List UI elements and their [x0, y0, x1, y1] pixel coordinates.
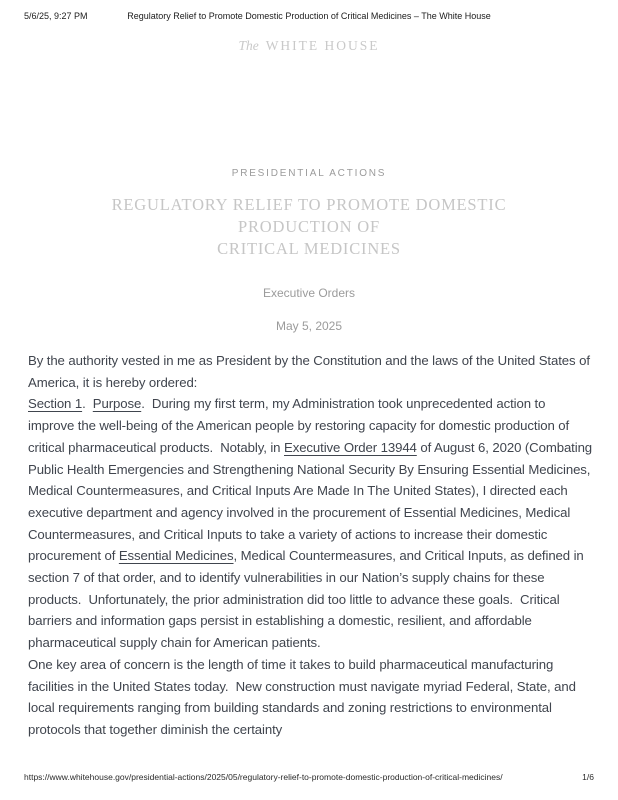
article-header [0, 163, 618, 333]
logo-the-text: The [238, 38, 259, 53]
text-segment: One key area of concern is the length of time it takes to build pharmaceutical manufacturing facilities in the United States today. New construction must navigate myriad Federal, State, and local requirements ranging from building standards and zoning restrictions to environmental protocols that together diminish the certainty [28, 656, 580, 737]
page-title-line-2: CRITICAL MEDICINES [217, 239, 401, 258]
print-url: https://www.whitehouse.gov/presidential-actions/2025/05/regulatory-relief-to-promote-domestic-production-of-critical-medicines/ [24, 772, 503, 782]
text-segment: . [82, 396, 93, 412]
inline-link[interactable]: Purpose [92, 396, 142, 412]
print-page-number: 1/6 [582, 772, 594, 782]
logo-wordmark-text: WHITE HOUSE [265, 38, 380, 53]
paragraph [28, 393, 594, 653]
whitehouse-logo[interactable] [0, 38, 618, 54]
print-datetime: 5/6/25, 9:27 PM [24, 11, 88, 21]
article-body [28, 350, 594, 741]
publish-date: May 5, 2025 [275, 319, 343, 333]
inline-link[interactable]: Essential Medicines [118, 548, 234, 564]
text-segment: . During my first term, my Administration took unprecedented action to improve the well-being of the American people by restoring capacity for domestic production of critical pharmaceutical products. Notably, in [28, 396, 573, 455]
page-title [69, 194, 549, 260]
inline-link[interactable]: Executive Order 13944 [284, 439, 417, 455]
text-segment: By the authority vested in me as President by the Constitution and the laws of the United States of America, it is hereby ordered: [28, 353, 593, 390]
text-segment: of August 6, 2020 (Combating Public Health Emergencies and Strengthening National Security By Ensuring Essential Medicines, Medical Countermeasures, and Critical Inputs Are Made In The United States), I directed each executive department and agency involved in the procurement of Essential Medicines, Medical Countermeasures, and Critical Inputs to take a variety of actions to increase their domestic procurement of [28, 439, 596, 564]
breadcrumb-presidential-actions[interactable]: PRESIDENTIAL ACTIONS [231, 168, 387, 179]
category-link-executive-orders[interactable]: Executive Orders [262, 286, 356, 300]
print-doc-title: Regulatory Relief to Promote Domestic Production of Critical Medicines – The White House [127, 11, 491, 21]
print-footer [24, 772, 594, 782]
paragraph [28, 654, 594, 741]
print-header [24, 11, 594, 22]
inline-link[interactable]: Section 1 [28, 396, 83, 412]
page-title-line-1: REGULATORY RELIEF TO PROMOTE DOMESTIC PRODUCTION OF [111, 195, 507, 236]
paragraph [28, 350, 594, 393]
text-segment: , Medical Countermeasures, and Critical Inputs, as defined in section 7 of that order, and to identify vulnerabilities in our Nation’s supply chains for these products. Unfortunately, the prior administration did too little to advance these goals. Critical barriers and information gaps persist in establishing a domestic, resilient, and affordable pharmaceutical supply chain for American patients. [28, 548, 588, 651]
